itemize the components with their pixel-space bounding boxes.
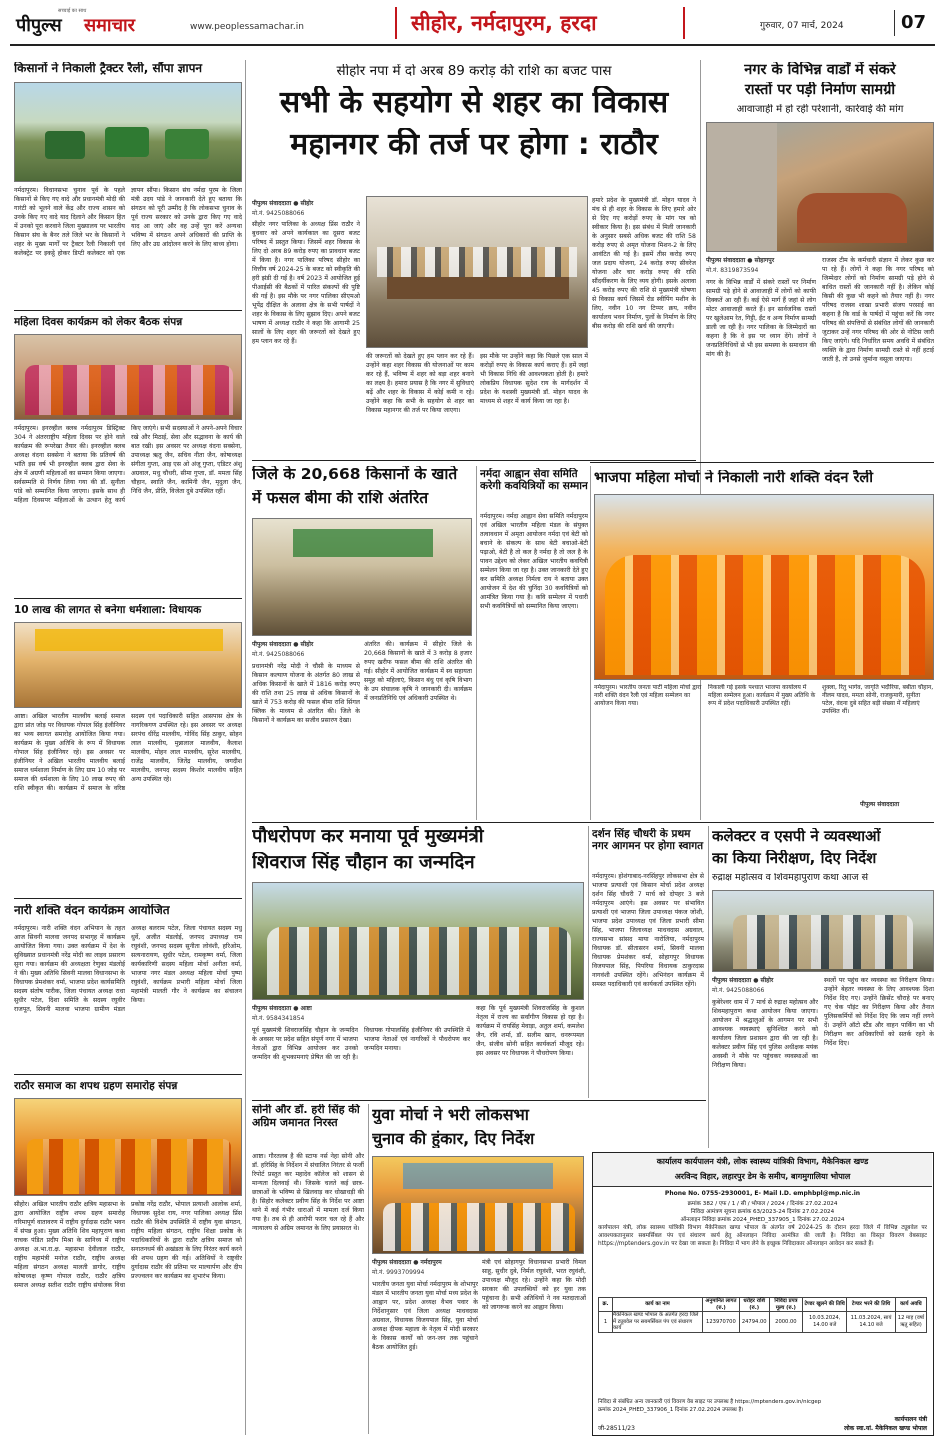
tender-notice (592, 1152, 934, 1436)
photo-construction-material (706, 122, 934, 252)
yuva-body-right: मंत्री एवं सोहागपुर विधानसभा प्रभारी विमल साहू, सुधीर दुबे, निर्मल रघुवंशी, भरत रघुवंशी, उपाध्यक्ष मौजूद रहे। उन्होंने कहा कि मोदी सरकार की उपलब्धियों को हर युवा तक पहुंचाना है। सभी अतिथियों ने नव मतदाताओं को जागरूक करने का आह्वान किया। (482, 1259, 586, 1311)
tender-header-2: अरविन्द विहार, लहारपुर डेम के समीप, बागमुगालिया भोपाल (674, 1172, 851, 1181)
headline-rathore-samaj: राठौर समाज का शपथ ग्रहण समारोह संपन्न (14, 1080, 178, 1092)
tender-cell: 123970700 (703, 1312, 740, 1333)
fasal-credit: पीपुल्स संवाददाता ● सीहोर (252, 641, 314, 648)
fasal-body-left: प्रधानमंत्री नरेंद्र मोदी ने चौसी के माध्यम से किसान कल्याण योजना के अंतर्गत 80 लाख से अधिक किसानों के खाते में 1816 करोड़ रुपए की राशि तथा 25 लाख से अधिक किसानों के खाते में 753 करोड़ की फसल बीमा राशि सिंगल क्लिक के माध्यम से अंतरित की। जिले के किसानों ने कार्यक्रम का सजीव प्रसारण देखा। (252, 663, 360, 724)
tender-table-header (599, 1298, 927, 1312)
bjp-headline: भाजपा महिला मोर्चा ने निकाली नारी शक्ति वंदन रैली (594, 470, 873, 486)
people-shape (377, 247, 577, 277)
bjp-caption-2: निकाली गई इसके पश्चात भाजपा कार्यालय में महिला सम्मेलन हुआ। कार्यक्रम में मुख्य अतिथि के रूप में प्रदेश पदाधिकारी उपस्थित रहीं। (708, 684, 816, 707)
divider (252, 822, 934, 823)
masthead (0, 0, 945, 44)
fasal-body-right: अंतरित की। कार्यक्रम में सीहोर जिले के 20,668 किसानों के खाते में 3 करोड़ 8 हजार रुपए खरीफ फसल बीमा की राशि अंतरित की गई। सीहोर में आयोजित कार्यक्रम में स्व सहायता समूह को महिलाएं, किसान बंधु एवं कृषि विभाग के उप संचालक कृषि ने जानकारी दी। कार्यक्रम में जनप्रतिनिधि एवं अधिकारी उपस्थित थे। (364, 641, 472, 702)
divider (252, 1100, 706, 1101)
tractor-shape (105, 127, 149, 157)
main-body-col4: हमारे प्रदेश के मुख्यमंत्री डॉ. मोहन यादव ने मंच से ही शहर के विकास के लिए हमारे ओर से दिए गए करोड़ों रुपए के मांग पत्र को स्वीकार किया है। इस संबंध में मिली जानकारी के अनुसार सबसे अधिक बजट की राशि 58 करोड़ रुपए से अमृत योजना मिशन-2 के लिए आवंटित की गई है। इसमें तीस करोड़ रुपए जल प्रदाय योजना, 24 करोड़ रुपए सीवरेज योजना और चार करोड़ रुपए की राशि सौंदर्यीकरण के लिए व्यय होगी। इसके अलावा 45 करोड़ रुपए की राशि से मुख्यमंत्री घोषणा से विकास कार्य जिसमें रोड स्वीपिंग मशीन के लिए, नवीन 10 नग टिप्पर क्रय, नवीन कार्यालय भवन निर्माण, पुलों के निर्माण के लिए बीस करोड़ की राशि खर्च की जाएगी। (592, 197, 696, 330)
divider (14, 898, 242, 899)
collector-headline-2: का किया निरीक्षण, दिए निर्देश (712, 850, 877, 867)
photo-dharmshala (14, 622, 242, 708)
photo-tractor-rally (14, 82, 242, 182)
article-tractor-body: नर्मदापुरम। विधानसभा चुनाव पूर्व के पहले किसानों से किए गए वादे और प्रधानमंत्री मोदी की गारंटी को भूलने वाले केंद्र और राज्य शासन को उनके किए गए वादे याद दिलाने और किसान हित में उनको पूरा करवाने जिला मुख्यालय पर भारतीय किसान संघ के बैनर तले जिले भर के किसानों ने शहर के मुख्य मार्गों पर ट्रैक्टर रैली निकाली एवं कलेक्ट्रेट पर इकट्ठे होकर डिप्टी कलेक्टर को एक ज्ञापन सौंपा। किसान संघ नर्मदा पुरम के जिला मंत्री उदय पांडे ने जानकारी देते हुए बताया कि संगठन को पूरी उम्मीद है कि लोकसभा चुनाव के पूर्व राज्य सरकार को उनके द्वारा किए गए वादे याद आ जाएं और वह उन्हें पूरा करें अन्यथा भविष्य में संगठन अपने अधिकारों की प्राप्ति के लिए और उग्र आंदोलन करने के लिए बाध्य होगा। (14, 187, 242, 257)
main-credit: पीपुल्स संवाददाता ● सीहोर (252, 200, 314, 207)
wall-shape (707, 123, 777, 252)
page-number-box (894, 10, 934, 36)
tender-col: निविदा प्रपत्र मूल्य (रु.) (769, 1298, 803, 1312)
tender-phone: Phone No. 0755-2930001, E- Mail I.D. emphbpl@mp.nic.in (664, 1190, 861, 1197)
yuva-body-left: भारतीय जनता युवा मोर्चा नर्मदापुरम के शोभापुर मंडल में भारतीय जनता युवा मोर्चा मध्य प्रदेश के आह्वान पर, प्रदेश अध्यक्ष वैभव पवार के निर्देशानुसार एवं जिला अध्यक्ष माधवदास अग्रवाल, विधायक विजयपाल सिंह, युवा मोर्चा अध्यक्ष दीपक महाला के नेतृत्व में मोदी सरकार के विकास कार्यों को जन-जन तक पहुंचाने बैठक आयोजित हुई। (372, 1281, 478, 1351)
article-rathore-samaj-body: सीहोर। अखिल भारतीय राठौर क्षत्रिय महासभा के द्वारा आयोजित राष्ट्रीय शपथ ग्रहण समारोह गरिमापूर्ण वातावरण में राष्ट्रीय दुर्गादास राठौर भवन में संपन्न हुआ। मुख्य अतिथि शिव महापुराण कथा वाचक पंडित प्रदीप मिश्रा के सानिध्य में राष्ट्रीय अध्यक्ष अ.भा.रा.क्ष. महासभा देवीलाल राठौर, राष्ट्रीय महामंत्री मनोज राठौर, राष्ट्रीय अध्यक्ष महिला संगठन अध्यक्ष मालती डागोर, राष्ट्रीय कोषाध्यक्ष कृष्ण गोपाल राठौर, राठौर क्षत्रिय समाज अध्यक्ष सतीश राठौर राष्ट्रीय संयोजक विधा प्रकोष्ठ नरेंद्र राठौर, भोपाल प्रत्याशी आलोक शर्मा, विधायक सुदेश राय, नगर पालिका अध्यक्ष प्रिंस राठौर की विशेष उपस्थिति में राष्ट्रीय युवा संगठन, राष्ट्रीय महिला संगठन, राष्ट्रीय शिक्षा प्रकोष्ठ के पदाधिकारियों के द्वारा राठौर क्षत्रिय समाज को सनातनधर्म की अखंडता के लिए निरंतर कार्य करने की शपथ ग्रहण की गई। अतिथियों ने राष्ट्रवीर दुर्गादास राठौर की प्रतिमा पर माल्यार्पण और दीप प्रज्ज्वलन कर कार्यक्रम का शुभारंभ किया। (14, 1201, 242, 1289)
page-number: 07 (901, 12, 927, 33)
tender-cell: 11.03.2024, सायं 14.10 बजे (847, 1312, 896, 1333)
tender-footer-2: क्रमांक 2024_PHED_337906_1 दिनांक 27.02.2024 उपलब्ध है। (598, 1407, 744, 1413)
col-separator (708, 826, 709, 1148)
yuva-headline-1: युवा मोर्चा ने भरी लोकसभा (372, 1106, 529, 1124)
tender-header-1: कार्यालय कार्यपालन यंत्री, लोक स्वास्थ्य यांत्रिकी विभाग, मैकेनिकल खण्ड (656, 1157, 869, 1166)
soni-headline: सोनी और डॉ. हरी सिंह की अग्रिम जमानत निरस्त (252, 1104, 360, 1129)
bjp-caption-1: नर्मदापुरम। भारतीय जनता पार्टी महिला मोर्चा द्वारा नारी शक्ति वंदन रैली एवं महिला सम्मेलन का आयोजन किया गया। (594, 684, 702, 707)
logo (16, 8, 171, 36)
kavi-body: नर्मदापुरम। नर्मदा आह्वान सेवा समिति नर्मदापुरम एवं अखिल भारतीय महिला मंडल के संयुक्त तत्वावधान में अमृता आयोजन नर्मदा एवं बेटी को बचाने के संकल्प के साथ बेटी बचाओ-बेटी पढ़ाओ, बेटी है तो कल है नर्मदा है तो जल है के पावन उद्देश्य को लेकर अखिल भारतीय कवयित्री सम्मेलन किया जा रहा है। उक्त जानकारी देते हुए कर समिति अध्यक्ष निर्मला राय ने बताया उक्त आयोजन में देश की चुनिंदा 30 कवयित्रियों को आमंत्रित किया गया है। कवि सम्मेलन में पधारी सभी कवयित्रियों को सम्मानित किया जाएगा। (480, 513, 588, 610)
tender-code: जी-28511/23 (598, 1425, 635, 1432)
tender-col: कार्य का नाम (613, 1298, 703, 1312)
right-body-left: नगर के विभिन्न वार्डों में संकरे रास्तों पर निर्माण सामग्री पड़े होने से आवाजाही में लोगों को काफी दिक्कतें आ रही हैं। कई ऐसे मार्ग हैं जहां से लोग मोटर आवाजाही करते हैं। इन सार्वजनिक रास्तों पर खुलेआम रेत, गिट्टी, ईंट व अन्य निर्माण सामग्री डाली जा रही है। नगर पालिका के जिम्मेदारों का कहना है कि वे इस पर ध्यान देंगे। लोगों ने जनप्रतिनिधियों से भी इस समस्या के समाधान की मांग की है। (706, 279, 816, 358)
bjp-caption-3: शुक्ला, रितु भार्गव, जागृति भदौरिया, बबीता चौहान, नीलम यादव, ममता सोनी, राजकुमारी, सुनीता पटेल, वंदना दुबे सहित बड़ी संख्या में महिलाएं उपस्थित थीं। (822, 684, 934, 715)
banner-shape (35, 629, 223, 651)
tractor-shape (165, 129, 209, 159)
logo-word-b: समाचार (84, 15, 136, 36)
tender-notice-no: निविदा आमंत्रण सूचना क्रमांक 63/2023-24 दिनांक 27.02.2024 (690, 1209, 835, 1215)
main-kicker: सीहोर नपा में दो अरब 89 करोड़ की राशि का बजट पास (336, 64, 612, 79)
kavi-headline: नर्मदा आह्वान सेवा समिति करेगी कवयित्रियों का सम्मान (480, 468, 588, 493)
headline-womens-day: महिला दिवस कार्यक्रम को लेकर बैठक संपन्न (14, 316, 183, 328)
tender-ref: क्रमांक 382 / एफ / 1 / सी / भोपाल / 2024 / दिनांक 27.02.2024 (687, 1201, 838, 1207)
tender-col: क्र. (599, 1298, 613, 1312)
right-headline-1: नगर के विभिन्न वार्डों में संकरे (744, 62, 896, 78)
tender-header-box (593, 1153, 932, 1187)
collector-headline-1: कलेक्टर व एसपी ने व्यवस्थाओं (712, 828, 881, 845)
right-body-right: राजस्व टीम के कर्मचारी संज्ञान में लेकर कुछ कर पा रहे हैं। लोगों ने कहा कि नगर परिषद को जिम्मेदार लोगों को निर्माण सामग्री पड़े होने से बाधित रास्तों की जानकारी नहीं है। लेकिन कोई किसी की कुछ भी कहने को तैयार नहीं है। नगर परिषद राजस्व शाखा प्रभारी संजय परसाई का कहना है कि वार्ड के पार्षदों में पहुंचा करें कि नगर परिषद की संपत्तियों से संबंधित लोगों की जानकारी जुटाकर उन्हें नगर परिषद की ओर से नोटिस जारी किए जाएंगे। यदि निर्धारित समय अवधि में संबंधित व्यक्ति के द्वारा निर्माण सामग्री रास्ते से नहीं हटाई जाती है, तो उनसे जुर्माना वसूला जाएगा। (822, 257, 934, 363)
photo-council-meeting (366, 196, 588, 348)
article-nari-shakti-body: नर्मदापुरम। नारी शक्ति वंदन अभियान के तहत आज सिवनी मालवा जनपद सभागृह में कार्यक्रम आयोजित किया गया। उक्त कार्यक्रम में देश के सुविख्यात प्रधानमंत्री नरेंद्र मोदी का लाइव प्रसारण सुना गया। कार्यक्रम की अध्यक्षता रेणुका मंडलोई ने की। मुख्य अतिथि सिवनी मालवा विधानसभा के विधायक प्रेमशंकर वर्मा, भाजपा प्रदेश कार्यसमिति सदस्य संतोष पारीक, जिला पंचायत अध्यक्ष राधा सुधीर पटेल, दिशा समिति के सदस्य रघुवीर राजपूत, सिवनी मालवा भाजपा ग्रामीण मंडल अध्यक्ष बलराम पटेल, जिला पंचायत सदस्य मधु धुर्वे, अजीत मंडलोई, जनपद उपाध्यक्ष राम रघुवंशी, जनपद सदस्य सुनीता लोवंशी, हरिओम, सत्यनारायण, सुधीर पटेल, रामकृष्ण वर्मा, जिला कार्यकारिणी सदस्य महिला मोर्चा अनीता वर्मा, भाजपा नगर मंडल अध्यक्ष महिला मोर्चा पुष्पा रघुवंशी, कार्यक्रम प्रभारी महिला मोर्चा जिला महामंत्री मालती गौर ने कार्यक्रम का संचालन किया। (14, 925, 242, 1013)
col-separator (368, 1104, 369, 1434)
article-womens-day-body: नर्मदापुरम। इनरव्हील क्लब नर्मदापुरम डिस्ट्रिक्ट 304 ने अंतरराष्ट्रीय महिला दिवस पर होने वाले कार्यक्रम की रूपरेखा तैयार की। इनरव्हील क्लब अध्यक्ष वंदना सक्सेना ने बताया कि प्रतिवर्ष की भांति इस वर्ष भी इनरव्हील क्लब द्वारा सेवा के क्षेत्र में अग्रणी महिलाओं का सम्मान किया जाएगा। सर्वसम्मति से निर्णय लिया गया की डॉ. सुनीता पांडे को सम्मानित किया जाएगा। इसके साथ ही महिला दिवसपर महिलाओं के उत्थान हेतु कार्य किए जाएंगे। सभी सदस्याओं ने अपने-अपने विचार रखे और मिठाई, सेवा और सद्भावना के कार्य की बात रखी। इस अवसर पर अध्यक्ष वंदना सक्सेना, उपाध्यक्ष ऋतु जैन, सचिव नीता जैन, कोषाध्यक्ष संगीता गुप्ता, आइ एस ओ अंजू गुप्ता, एडिटर अंशु अग्रवाल, मधु चौधरी, सीमा गुप्ता, डॉ. ममता सिंह चौहान, स्वाति जैन, कामिनी जैन, मृदुला जैन, निधि जैन, प्रीति, विजेता दुबे उपस्थित रहीं। (14, 425, 242, 504)
logo-word-a: पीपुल्स (16, 15, 62, 36)
tender-cell: मैकेनिकल खण्ड भोपाल के अंतर्गत हरदा जिले में ट्यूबवेल पर सबमर्सिबल पंप एवं संधारण कार्य (613, 1312, 703, 1333)
tender-footer: निविदा से संबंधित अन्य जानकारी एवं विवरण वेब साइट पर उपलब्ध है https://mptenders.gov.in/nicgep (598, 1399, 822, 1405)
divider (252, 460, 696, 461)
shivraj-headline-1: पौधरोपण कर मनाया पूर्व मुख्यमंत्री (252, 826, 484, 847)
soni-body: आष्टा। गौरतलब है की स्टाफ नर्स नेहा सोनी और डॉ. हरिसिंह के निर्देशन में संचालित निरंतर से फर्जी रिपोर्ट प्रस्तुत कर महादेव कॉलेज को शासन से मान्यता दिलवाई थी। जिसके चलते कई छात्र-छात्राओं के भविष्य से खिलवाड़ कर धोखाधड़ी की है। सिहोर कलेक्टर प्रवीण सिंह के निर्देश पर आष्टा थाने में कई गंभीर धाराओं में मामला दर्ज किया गया है। तब से ही आरोपी फरार चल रहे हैं और न्यायालय से अग्रिम जमानत के लिए प्रयासरत थे। (252, 1153, 364, 1232)
brick-pile-shape (797, 193, 907, 243)
fasal-headline-2: में फसल बीमा की राशि अंतरित (252, 490, 429, 507)
photo-fasal-bima (252, 518, 472, 636)
people-shape (27, 1139, 231, 1194)
tender-online-no: ऑनलाइन निविदा क्रमांक 2024_PHED_337905_1 दिनांक 27.02.2024 (680, 1217, 845, 1223)
darshan-body: नर्मदापुरम। होशंगाबाद-नरसिंहपुर लोकसभा क्षेत्र से भाजपा प्रत्याशी एवं किसान मोर्चा प्रदेश अध्यक्ष दर्शन सिंह चौधरी 7 मार्च को दोपहर 3 बजे नर्मदापुरम आएंगे। इस अवसर पर संभावित प्रत्याशी एवं भाजपा जिला उपाध्यक्ष पंकज जोशी, भाजपा प्रदेश उपाध्यक्ष एवं जिला प्रभारी सीमा सिंह, भाजपा जिलाध्यक्ष माधवदास अग्रवाल, राज्यसभा सांसद माया नारोलिया, नर्मदापुरम विधायक डॉ. सीतासरन शर्मा, सिवनी मालवा विधायक प्रेमशंकर वर्मा, सोहागपुर विधायक विजयपाल सिंह, पिपरिया विधायक ठाकुरदास नागवंशी उपस्थित रहेंगे। अभिनंदन कार्यक्रम में समस्त पदाधिकारी एवं कार्यकर्ता उपस्थित रहेंगे। (592, 873, 704, 988)
banner-shape (293, 529, 433, 557)
tender-col: अनुमानित लागत (रु.) (703, 1298, 740, 1312)
right-mobile: मो.नं. 8319873594 (706, 267, 759, 274)
col-separator (590, 466, 591, 820)
section-title: सीहोर, नर्मदापुरम, हरदा (411, 11, 597, 35)
divider (590, 462, 934, 463)
shivraj-body-left: पूर्व मुख्यमंत्री शिवराजसिंह चौहान के जन्मदिन के अवसर पर प्रदेश सहित संपूर्ण नगर में भाजपा नेताओं द्वारा विभिन्न आयोजन कर उनको जन्मदिन की शुभकामनाएं प्रेषित की जा रही है। विधायक गोपालसिंह इंजीनियर की उपस्थिति में भाजपा नेताओं एवं नागरिकों ने पौधरोपण कर जन्मदिन मनाया। (252, 1027, 470, 1061)
people-shape (733, 915, 913, 969)
yuva-headline-2: चुनाव की हुंकार, दिए निर्देश (372, 1130, 535, 1148)
tender-col: कार्य अवधि (895, 1298, 926, 1312)
people-shape (25, 365, 233, 415)
people-shape (267, 927, 571, 995)
tractor-shape (45, 131, 85, 159)
col-separator (588, 826, 589, 1098)
divider (14, 598, 242, 599)
tender-col: टेण्डर भरने की तिथि (847, 1298, 896, 1312)
yuva-credit: पीपुल्स संवाददाता ● नर्मदापुरम (372, 1259, 442, 1266)
photo-bjp-rally (594, 494, 934, 680)
bjp-credit: पीपुल्स संवाददाता (860, 801, 900, 808)
logo-tag: सच्चाई का साथ (58, 8, 87, 14)
shivraj-headline-2: शिवराज सिंह चौहान का जन्मदिन (252, 852, 475, 873)
divider (14, 310, 242, 311)
banner-shape (403, 1163, 553, 1189)
photo-shivraj-birthday (252, 882, 584, 1000)
headline-dharmshala: 10 लाख की लागत से बनेगा धर्मशाला: विधायक (14, 604, 202, 616)
shivraj-mobile: मो.नं. 9584341854 (252, 1015, 305, 1022)
collector-credit: पीपुल्स संवाददाता ● सीहोर (712, 977, 774, 984)
collector-body-left: कुबेरेश्वर धाम में 7 मार्च से रुद्राक्ष महोत्सव और शिवमहापुराण कथा आयोजन किया जाएगा। आयोजन में श्रद्धालुओं के आगमन पर सभी आवश्यक व्यवस्थाएं सुनिश्चित करने को कार्यालय जिला प्रशासन द्वारा की जा रही है। कलेक्टर प्रवीण सिंह एवं पुलिस अधीक्षक मयंक अवस्थी ने मौके पर पहुंचकर व्यवस्थाओं का निरीक्षण किया। (712, 999, 818, 1069)
masthead-rule (10, 44, 935, 46)
main-mobile: मो.नं. 9425088066 (252, 210, 305, 217)
right-subheadline: आवाजाही में हो रही परेशानी, कार्रवाई की मांग (736, 104, 904, 115)
right-credit: पीपुल्स संवाददाता ● सोहागपुर (706, 257, 775, 264)
table-row (599, 1312, 927, 1333)
shivraj-credit: पीपुल्स संवाददाता ● आष्टा (252, 1005, 312, 1012)
tender-cell: 2000.00 (769, 1312, 803, 1333)
people-shape (605, 555, 925, 675)
collector-subheadline: रुद्राक्ष महोत्सव व शिवमहापुराण कथा आज से (712, 873, 869, 883)
tender-sign-2: लोक स्वा.यां. मैकेनिकल खण्ड भोपाल (844, 1425, 927, 1432)
tender-col: धरोहर राशि (रु.) (739, 1298, 769, 1312)
site-url[interactable]: www.peoplessamachar.in (190, 22, 304, 32)
collector-body-right: स्थलों पर पहुंच कर व्यवस्था का निरीक्षण किया। उन्होंने बेहतर व्यवस्था के लिए आवश्यक दिशा निर्देश दिए गए। उन्होंने क्रिसेंट चौराहे पर बनाए गए चेक पॉइंट का निरीक्षण किया और तैनात पुलिसकर्मियों को निर्देश दिए कि जाम नहीं लगने दें। उन्होंने ऑटो स्टैंड और वाहन पार्किंग का भी निरीक्षण कर अधिकारियों को सतर्क रहने के निर्देश दिए। (824, 977, 934, 1047)
tender-cell: 12 माह (वर्षा ऋतु सहित) (895, 1312, 926, 1333)
tender-table (598, 1297, 927, 1333)
tender-cell: 1 (599, 1312, 613, 1333)
main-body-col1: सीहोर नगर पालिका के अध्यक्ष प्रिंस राठौर ने बुधवार को अपने कार्यकाल का दूसरा बजट परिषद में प्रस्तुत किया। जिसमें शहर विकास के लिए दो अरब 89 करोड़ रुपए का प्रावधान बजट में किया है। नगर पालिका परिषद सीहोर का वित्तीय वर्ष 2024-25 के बजट को स्वीकृति की हरी झंडी दी गई है। वर्ष 2023 में आयोजित हुई पीआईसी की बैठकों में पारित संकल्पों की पुष्टि की गई है। इस मौके पर नगर पालिका सीएमओ भूपेंद्र दीक्षित के अलावा क्षेत्र के सभी पार्षदों ने शहर के विकास के लिए सुझाव दिए। अपने बजट भाषण में अध्यक्ष राठौर ने कहा कि आगामी 25 सालों के लिए शहर की जरूरतों को देखते हुए हम प्लान कर रहे हैं। (252, 221, 360, 345)
article-dharmshala-body: आष्टा। अखिल भारतीय मालवीय बलाई समाज द्वारा प्रांत जोड़ पर विधायक गोपाल सिंह इंजीनियर का भव्य स्वागत समारोह आयोजित किया गया। कार्यक्रम के मुख्य अतिथि के रूप में विधायक गोपाल सिंह इंजीनियर रहे। इस अवसर पर इंजीनियर ने अखिल भारतीय मालवीय बलाई समाज धर्मशाला निर्माण के लिए ग्राम 10 जोड़ पर समाज की धर्मशाला के लिए 10 लाख रुपए की राशि स्वीकृत की। कार्यक्रम में समाज के वरिष्ठ सदस्य एवं पदाधिकारी सहित आसपास क्षेत्र के नागरिकगण उपस्थित रहे। इस अवसर पर अध्यक्ष सरपंच धीरेंद्र मालवीय, गोविंद सिंह ठाकुर, सोहन लाल मालवीय, मुन्नालाल मालवीय, कैलाश मालवीय, मोहन लाल मालवीय, सुरेश मालवीय, राजेंद्र मालवीय, जितेंद्र मालवीय, जगदीश मालवीय, जनपद सदस्य किशोर मालवीय सहित अन्य उपस्थित रहे। (14, 713, 242, 792)
people-shape (383, 1203, 575, 1251)
main-headline-1: सभी के सहयोग से शहर का विकास (279, 86, 669, 120)
tender-sign: कार्यपालन यंत्री (894, 1416, 927, 1423)
right-headline-2: रास्तों पर पड़ी निर्माण सामग्री (744, 82, 896, 98)
yuva-mobile: मो.नं. 9993709994 (372, 1269, 425, 1276)
shivraj-body-right: कहा कि पूर्व मुख्यमंत्री शिवराजसिंह के कुशल नेतृत्व में राज्य का सर्वांगीण विकास हो रहा है। कार्यक्रम में रायसिंह मेवाड़ा, अतुल शर्मा, कमलेश जैन, रवि शर्मा, डॉ. सलीम खान, धनरूपमल जैन, संजीव सोनी सहित कार्यकर्ता मौजूद रहे। इस अवसर पर विधायक ने पौधरोपण किया। (476, 1005, 584, 1057)
table-shape (387, 277, 569, 299)
issue-date: गुरुवार, 07 मार्च, 2024 (760, 21, 844, 31)
divider (14, 1074, 242, 1075)
photo-womens-day (14, 334, 242, 420)
fasal-mobile: मो.नं. 9425088066 (252, 651, 305, 658)
tender-cell: 10.03.2024, 14.00 बजे (803, 1312, 847, 1333)
tender-col: टेण्डर खुलने की तिथि (803, 1298, 847, 1312)
photo-rathore-samaj (14, 1098, 242, 1196)
main-body-col3: इस मौके पर उन्होंने कहा कि पिछले एक साल में करोड़ों रुपए के विकास कार्य कराए हैं। हमें जहां भी विकास निधि की आवश्यकता होती है। हमारे लोकप्रिय विधायक सुदेश राय के मार्गदर्शन में प्रदेश के यशस्वी मुख्यमंत्री डॉ. मोहन यादव के माध्यम से शहर में कार्य किया जा रहा है। (480, 353, 588, 405)
tender-cell: 24794.00 (739, 1312, 769, 1333)
headline-tractor-rally: किसानों ने निकाली ट्रैक्टर रैली, सौंपा ज्ञापन (14, 62, 203, 75)
section-banner (395, 7, 685, 39)
tender-body: कार्यपालन यंत्री, लोक स्वास्थ्य यांत्रिकी विभाग मैकेनिकल खण्ड भोपाल के अंतर्गत वर्ष 2024-25 के दौरान हरदा जिले में विभिन्न ट्यूबवेल पर आवश्यकतानुसार सबमर्सिबल पंप एवं संधारण कार्य हेतु ऑनलाइन निविदा आमंत्रित की जाती है। निविदा का विस्तृत विवरण वेबसाइट https://mptenders.gov.in पर देखा जा सकता है। निविदा में भाग लेने के इच्छुक निविदाकार ऑनलाइन आवेदन कर सकते हैं। (598, 1225, 927, 1247)
darshan-headline: दर्शन सिंह चौधरी के प्रथम नगर आगमन पर होगा स्वागत (592, 828, 704, 853)
headline-nari-shakti: नारी शक्ति वंदन कार्यक्रम आयोजित (14, 904, 170, 917)
fasal-headline-1: जिले के 20,668 किसानों के खाते (252, 466, 458, 483)
main-headline-2: महानगर की तर्ज पर होगा : राठौर (290, 128, 658, 162)
photo-collector-inspection (712, 890, 934, 972)
col-separator (245, 60, 246, 1435)
col-separator (476, 466, 477, 820)
main-body-col2: की जरूरतों को देखते हुए हम प्लान कर रहे हैं। उन्होंने कहा शहर विकास की योजनाओं पर काम कर रहे हैं, भविष्य में शहर को बड़ा शहर बनाने का लक्ष्य है। हमारा प्रयास है कि नगर में सुविधाएं बढ़ें और शहर के विकास में कोई कमी न रहे। उन्होंने कहा कि सभी के सहयोग से शहर का विकास महानगर की तर्ज पर किया जाएगा। (366, 353, 474, 414)
photo-yuva-morcha (372, 1156, 584, 1254)
collector-mobile: मो.नं. 9425088066 (712, 987, 765, 994)
